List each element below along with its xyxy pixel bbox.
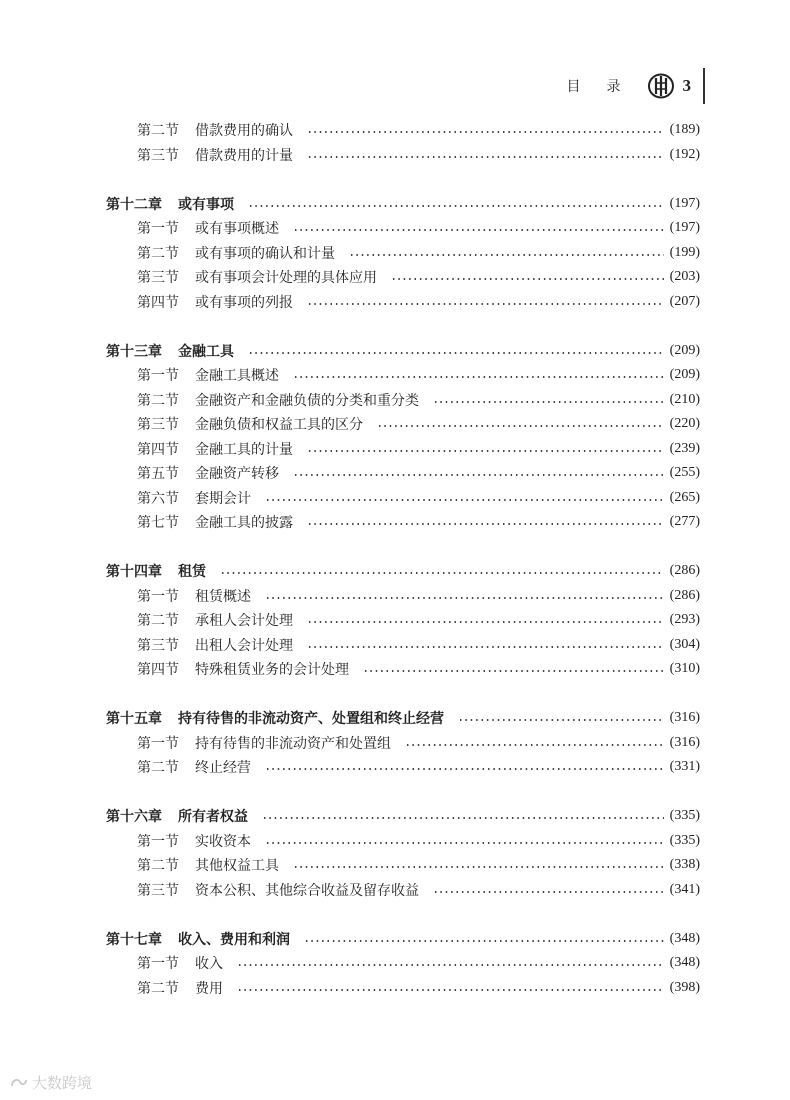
toc-section-entry[interactable] (106, 951, 700, 976)
toc-entry-label: 第三节 (137, 270, 179, 287)
toc-entry-page: (331) (669, 759, 700, 775)
toc-entry-title: 金融工具的计量 (195, 441, 293, 458)
toc-section-entry[interactable] (106, 486, 700, 511)
toc-entry-title: 或有事项 (178, 196, 234, 213)
toc-entry-title: 金融资产和金融负债的分类和重分类 (195, 392, 419, 409)
toc-entry-label: 第一节 (137, 368, 179, 385)
toc-entry-label: 第五节 (137, 466, 179, 483)
toc-entry-title: 租赁概述 (195, 588, 251, 605)
page-number: 3 (682, 76, 691, 95)
dot-leader (458, 719, 664, 721)
dot-leader (262, 817, 664, 819)
toc-entry-title: 金融工具概述 (195, 368, 279, 385)
toc-entry-label: 第二节 (137, 392, 179, 409)
toc-entry-title: 承租人会计处理 (195, 613, 293, 630)
toc-entry-title: 收入、费用和利润 (178, 931, 290, 948)
toc-entry-title: 其他权益工具 (195, 858, 279, 875)
dot-leader (405, 744, 664, 746)
toc-entry-label: 第四节 (137, 662, 179, 679)
page-header (567, 66, 706, 106)
toc-entry-title: 持有待售的非流动资产、处置组和终止经营 (178, 711, 444, 728)
toc-entry-title: 借款费用的确认 (195, 123, 293, 140)
toc-entry-title: 或有事项的列报 (195, 294, 293, 311)
toc-entry-title: 持有待售的非流动资产和处置组 (195, 735, 391, 752)
toc-section-entry[interactable] (106, 461, 700, 486)
toc-section-entry[interactable] (106, 143, 700, 168)
toc-entry-label: 第十三章 (106, 343, 162, 360)
toc-section-entry[interactable] (106, 608, 700, 633)
header-rule (703, 68, 705, 104)
table-of-contents (106, 118, 700, 1000)
toc-chapter-entry[interactable] (106, 927, 700, 952)
toc-entry-title: 租赁 (178, 564, 206, 581)
toc-chapter-entry[interactable] (106, 192, 700, 217)
toc-entry-page: (199) (669, 244, 700, 260)
toc-entry-title: 终止经营 (195, 760, 251, 777)
toc-spacer (106, 902, 700, 927)
toc-section-entry[interactable] (106, 118, 700, 143)
toc-section-entry[interactable] (106, 633, 700, 658)
toc-entry-page: (335) (669, 832, 700, 848)
toc-section-entry[interactable] (106, 412, 700, 437)
toc-entry-page: (286) (669, 587, 700, 603)
toc-entry-title: 或有事项会计处理的具体应用 (195, 270, 377, 287)
publisher-logo-icon (647, 73, 675, 99)
toc-section-entry[interactable] (106, 510, 700, 535)
toc-entry-page: (192) (669, 146, 700, 162)
watermark (10, 1072, 92, 1093)
dot-leader (237, 989, 664, 991)
toc-entry-page: (210) (669, 391, 700, 407)
toc-entry-title: 收入 (195, 956, 223, 973)
toc-entry-page: (338) (669, 857, 700, 873)
toc-entry-title: 资本公积、其他综合收益及留存收益 (195, 882, 419, 899)
toc-entry-title: 出租人会计处理 (195, 637, 293, 654)
toc-entry-label: 第一节 (137, 588, 179, 605)
toc-section-entry[interactable] (106, 657, 700, 682)
toc-entry-title: 金融工具的披露 (195, 515, 293, 532)
toc-section-entry[interactable] (106, 437, 700, 462)
toc-entry-page: (265) (669, 489, 700, 505)
toc-spacer (106, 780, 700, 805)
dot-leader (307, 131, 664, 133)
dot-leader (307, 303, 664, 305)
toc-entry-label: 第十五章 (106, 711, 162, 728)
toc-entry-label: 第三节 (137, 417, 179, 434)
toc-entry-page: (335) (669, 808, 700, 824)
toc-spacer (106, 682, 700, 707)
toc-section-entry[interactable] (106, 731, 700, 756)
toc-entry-label: 第四节 (137, 294, 179, 311)
toc-entry-page: (316) (669, 734, 700, 750)
toc-section-entry[interactable] (106, 265, 700, 290)
dot-leader (293, 474, 664, 476)
toc-entry-label: 第二节 (137, 123, 179, 140)
dot-leader (307, 523, 664, 525)
toc-entry-label: 第六节 (137, 490, 179, 507)
dot-leader (377, 425, 664, 427)
toc-section-entry[interactable] (106, 363, 700, 388)
toc-section-entry[interactable] (106, 853, 700, 878)
dot-leader (248, 352, 664, 354)
toc-entry-title: 金融负债和权益工具的区分 (195, 417, 363, 434)
toc-entry-page: (310) (669, 661, 700, 677)
dot-leader (265, 499, 664, 501)
dot-leader (391, 278, 664, 280)
toc-entry-page: (341) (669, 881, 700, 897)
toc-entry-label: 第十七章 (106, 931, 162, 948)
toc-section-entry[interactable] (106, 755, 700, 780)
toc-entry-title: 实收资本 (195, 833, 251, 850)
dot-leader (293, 866, 664, 868)
toc-entry-label: 第三节 (137, 882, 179, 899)
toc-section-entry[interactable] (106, 388, 700, 413)
dot-leader (220, 572, 664, 574)
toc-entry-page: (316) (669, 710, 700, 726)
toc-entry-page: (348) (669, 930, 700, 946)
toc-entry-label: 第四节 (137, 441, 179, 458)
toc-entry-page: (293) (669, 612, 700, 628)
toc-entry-page: (197) (669, 195, 700, 211)
toc-entry-page: (304) (669, 636, 700, 652)
toc-entry-title: 费用 (195, 980, 223, 997)
toc-entry-label: 第二节 (137, 613, 179, 630)
toc-chapter-entry[interactable] (106, 339, 700, 364)
toc-section-entry[interactable] (106, 829, 700, 854)
toc-entry-title: 或有事项的确认和计量 (195, 245, 335, 262)
dot-leader (265, 842, 664, 844)
dot-leader (349, 254, 664, 256)
watermark-text: 大数跨境 (32, 1074, 93, 1092)
toc-entry-label: 第二节 (137, 858, 179, 875)
toc-entry-page: (239) (669, 440, 700, 456)
dot-leader (433, 891, 664, 893)
toc-chapter-entry[interactable] (106, 559, 700, 584)
toc-entry-page: (207) (669, 293, 700, 309)
toc-entry-title: 特殊租赁业务的会计处理 (195, 662, 349, 679)
toc-entry-label: 第十六章 (106, 809, 162, 826)
dot-leader (307, 450, 664, 452)
toc-entry-label: 第一节 (137, 833, 179, 850)
header-title: 目录 (566, 79, 647, 95)
toc-entry-page: (348) (669, 955, 700, 971)
toc-entry-label: 第二节 (137, 980, 179, 997)
toc-entry-title: 借款费用的计量 (195, 147, 293, 164)
toc-entry-page: (220) (669, 416, 700, 432)
toc-entry-label: 第二节 (137, 245, 179, 262)
toc-entry-page: (255) (669, 465, 700, 481)
dot-leader (265, 597, 664, 599)
toc-entry-page: (277) (669, 514, 700, 530)
toc-section-entry[interactable] (106, 878, 700, 903)
toc-entry-label: 第十二章 (106, 196, 162, 213)
toc-section-entry[interactable] (106, 241, 700, 266)
toc-entry-title: 所有者权益 (178, 809, 248, 826)
toc-section-entry[interactable] (106, 216, 700, 241)
dot-leader (307, 156, 664, 158)
toc-entry-title: 金融工具 (178, 343, 234, 360)
toc-entry-page: (398) (669, 979, 700, 995)
toc-entry-label: 第二节 (137, 760, 179, 777)
toc-section-entry[interactable] (106, 290, 700, 315)
toc-entry-label: 第十四章 (106, 564, 162, 581)
toc-spacer (106, 314, 700, 339)
toc-entry-label: 第一节 (137, 956, 179, 973)
dot-leader (433, 401, 664, 403)
toc-spacer (106, 167, 700, 192)
dot-leader (293, 229, 664, 231)
toc-spacer (106, 535, 700, 560)
dot-leader (307, 621, 664, 623)
toc-section-entry[interactable] (106, 976, 700, 1001)
toc-entry-title: 或有事项概述 (195, 221, 279, 238)
dot-leader (363, 670, 664, 672)
dot-leader (237, 964, 664, 966)
toc-entry-label: 第七节 (137, 515, 179, 532)
toc-entry-page: (203) (669, 269, 700, 285)
toc-entry-label: 第三节 (137, 637, 179, 654)
toc-entry-page: (209) (669, 342, 700, 358)
toc-entry-page: (209) (669, 367, 700, 383)
toc-entry-page: (189) (669, 122, 700, 138)
toc-section-entry[interactable] (106, 584, 700, 609)
dot-leader (304, 940, 664, 942)
toc-entry-title: 金融资产转移 (195, 466, 279, 483)
dot-leader (265, 768, 664, 770)
toc-entry-page: (197) (669, 220, 700, 236)
toc-chapter-entry[interactable] (106, 804, 700, 829)
toc-entry-label: 第一节 (137, 221, 179, 238)
toc-entry-page: (286) (669, 563, 700, 579)
watermark-logo-icon (10, 1076, 28, 1090)
toc-entry-label: 第三节 (137, 147, 179, 164)
dot-leader (307, 646, 664, 648)
dot-leader (248, 205, 664, 207)
dot-leader (293, 376, 664, 378)
toc-entry-label: 第一节 (137, 735, 179, 752)
toc-entry-title: 套期会计 (195, 490, 251, 507)
toc-chapter-entry[interactable] (106, 706, 700, 731)
